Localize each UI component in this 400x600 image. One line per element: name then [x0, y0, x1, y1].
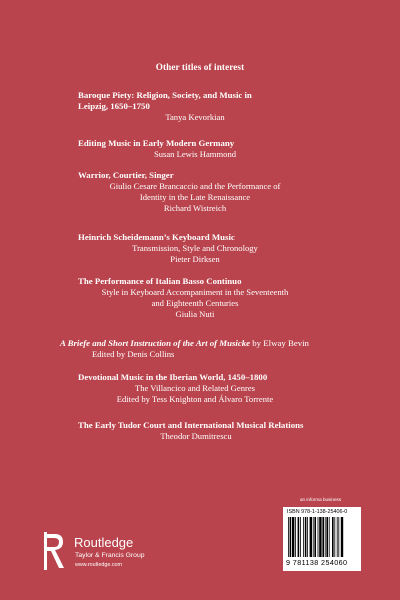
isbn-label: ISBN 978-1-138-25406-0: [287, 509, 348, 515]
isbn-barcode: [283, 507, 361, 571]
book-title: [78, 276, 328, 287]
book-author: Pieter Dirksen: [170, 254, 220, 264]
barcode-bar: [288, 517, 289, 557]
barcode-bar: [334, 517, 335, 557]
title-entry: [78, 90, 328, 123]
barcode-bar: [314, 517, 316, 557]
title-line: Leipzig, 1650–1750: [78, 101, 150, 111]
subtitle-line: The Villancico and Related Genres: [134, 383, 256, 393]
publisher-url: www.routledge.com: [75, 562, 123, 568]
title-entry: [78, 420, 358, 442]
barcode-bar: [338, 517, 339, 557]
publisher-group: Taylor & Francis Group: [75, 552, 145, 559]
barcode-bar: [307, 517, 308, 557]
barcode-bar: [300, 517, 301, 557]
routledge-logo-icon: [42, 532, 66, 570]
barcode-bar: [298, 517, 300, 557]
book-author: Susan Lewis Hammond: [153, 149, 237, 159]
book-author: Richard Wistreich: [163, 203, 227, 213]
book-subtitle: [78, 287, 328, 309]
book-subtitle: [78, 383, 328, 394]
barcode-bar: [290, 517, 292, 557]
subtitle-line: Transmission, Style and Chronology: [132, 243, 258, 253]
book-subtitle: [78, 243, 328, 254]
book-author: Theodor Dumitrescu: [160, 431, 232, 441]
book-author: Giulia Nuti: [175, 309, 215, 319]
book-author: Edited by Tess Knighton and Álvaro Torrente: [116, 394, 274, 404]
title-entry: [78, 372, 328, 405]
section-heading: Other titles of interest: [155, 62, 245, 72]
book-title: [78, 420, 358, 431]
book-subtitle: [78, 181, 328, 203]
book-title: [78, 138, 328, 149]
title-line: Editing Music in Early Modern Germany: [78, 138, 235, 148]
subtitle-line: Style in Keyboard Accompaniment in the Seventeenth: [101, 287, 289, 297]
title-entry: [78, 170, 328, 214]
barcode-bar: [329, 517, 330, 557]
title-italic: A Briefe and Short Instruction of the Art of Musicke: [60, 338, 251, 348]
publisher-name: Routledge: [74, 535, 134, 550]
book-title: [78, 232, 328, 243]
barcode-bar: [337, 517, 338, 557]
barcode-bar: [325, 517, 326, 557]
book-title: [60, 338, 350, 349]
book-author: Tanya Kevorkian: [165, 112, 225, 122]
barcode-bar: [295, 517, 296, 557]
isbn-number: 9 781138 254060: [286, 558, 348, 567]
barcode-bar: [303, 517, 304, 557]
subtitle-line: Identity in the Late Renaissance: [139, 192, 251, 202]
book-title: [78, 170, 328, 181]
barcode-bar: [305, 517, 307, 557]
book-author: Edited by Denis Collins: [92, 349, 175, 359]
barcode-bars: [288, 517, 356, 557]
title-entry: [78, 138, 328, 160]
title-line: Devotional Music in the Iberian World, 1450–1800: [78, 372, 268, 382]
title-line: The Performance of Italian Basso Continuo: [78, 276, 242, 286]
barcode-bar: [326, 517, 328, 557]
barcode-bar: [313, 517, 314, 557]
title-entry: [78, 276, 328, 320]
barcode-bar: [341, 517, 343, 557]
book-title: [78, 90, 328, 112]
subtitle-line: and Eighteenth Centuries: [151, 298, 239, 308]
title-line: Warrior, Courtier, Singer: [78, 170, 174, 180]
barcode-bar: [292, 517, 294, 557]
barcode-bar: [310, 517, 312, 557]
title-suffix: by Elway Bevin: [250, 338, 309, 348]
barcode-bar: [322, 517, 324, 557]
title-line: Heinrich Scheidemann’s Keyboard Music: [78, 232, 235, 242]
barcode-bar: [319, 517, 321, 557]
title-line: The Early Tudor Court and International Musical Relations: [78, 420, 304, 430]
book-title: [78, 372, 328, 383]
barcode-bar: [332, 517, 334, 557]
title-line: Baroque Piety: Religion, Society, and Music in: [78, 90, 252, 100]
informa-imprint: an informa business: [300, 497, 342, 502]
title-entry: [78, 232, 328, 265]
barcode-bar: [318, 517, 319, 557]
subtitle-line: Giulio Cesare Brancaccio and the Performance of: [109, 181, 281, 191]
title-entry: [60, 338, 350, 360]
